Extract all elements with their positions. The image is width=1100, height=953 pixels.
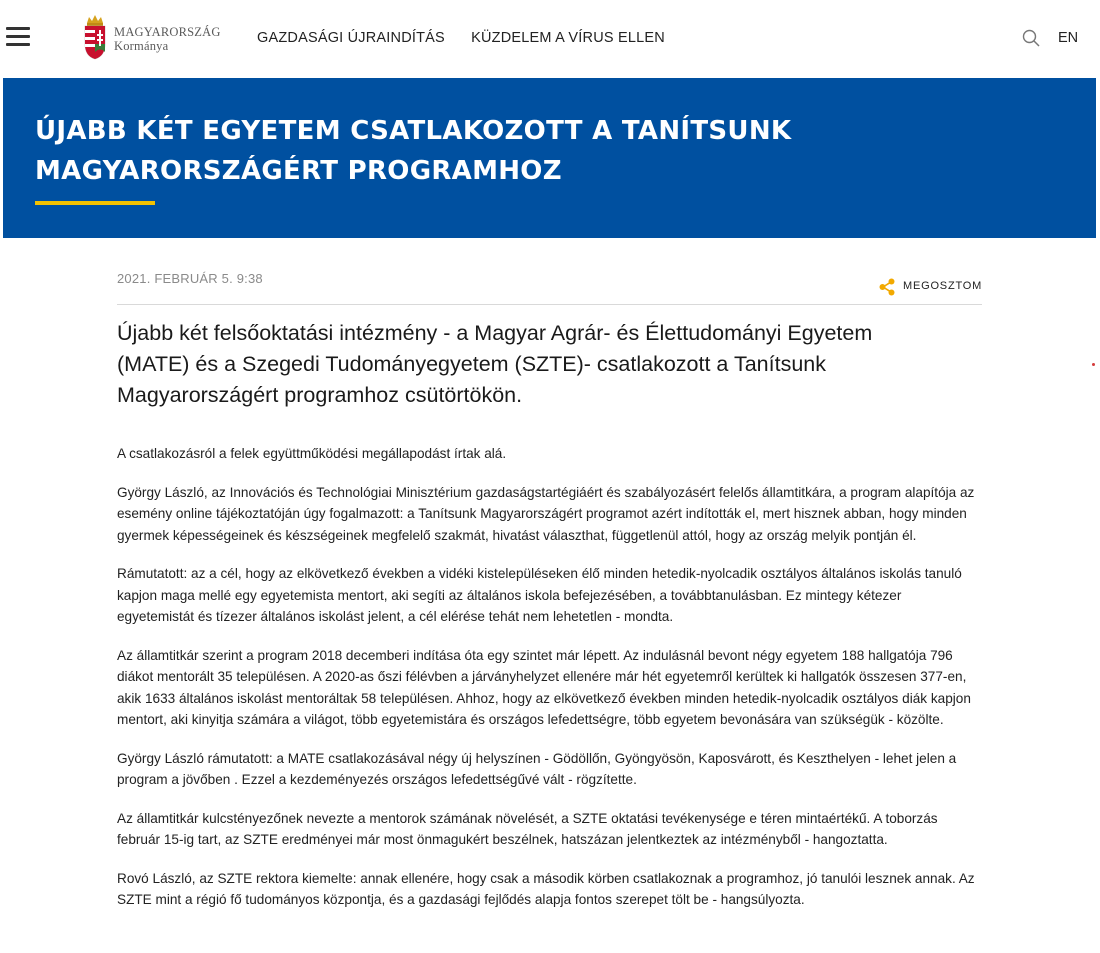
nav-kuzdelem-a-virus-ellen[interactable]: KÜZDELEM A VÍRUS ELLEN — [471, 30, 665, 46]
article-paragraph: Az államtitkár kulcstényezőnek nevezte a mentorok számának növelését, a SZTE oktatási tevékenysége e téren mintaértékű. A toborzás február 15-ig tart, az SZTE eredményei már most önmagukért beszélnek, hatszázan jelentkeztek az intézményből - hangoztatta. — [117, 810, 938, 847]
logo-line2: Kormánya — [114, 39, 169, 53]
article-paragraph: Az államtitkár szerint a program 2018 decemberi indítása óta egy szintet már lépett. Az indulásnál bevont négy egyetem 188 hallgatója 796 diákot mentorált 35 településen. A 2020-as őszi félévben a járványhelyzet ellenére már hét egyetemről kerültek ki hallgatók összesen 377-en, akik 1633 általános iskolást mentoráltak 58 településen. Ahhoz, hogy az elkövetkező években minden hetedik-nyolcadik osztályos diák kapjon mentort, aki kinyitja számára a világot, több egyetemistára és országos lefedettségre, több egyetem bevonására van szükségük - közölte. — [117, 647, 971, 727]
article-hero — [3, 78, 1096, 238]
article-paragraph: György László, az Innovációs és Technológiai Minisztérium gazdaságstartégiáért és szabályozásért felelős államtitkára, a program alapítója az esemény online tájékoztatóján úgy fogalmazott: a Tanítsunk Magyarországért programot azért indították el, mert hisznek abban, hogy minden gyermek képességeinek és készségeinek megfelelő szakmát, hivatást választhat, függetlenül attól, hogy az ország melyik pontján él. — [117, 484, 975, 543]
article-body — [117, 443, 982, 928]
share-icon — [878, 278, 896, 296]
logo-line1: MAGYARORSZÁG — [114, 25, 221, 39]
hamburger-menu-icon[interactable] — [6, 25, 30, 49]
article-paragraph: Rámutatott: az a cél, hogy az elkövetkező években a vidéki kistelepüléseken élő minden hetedik-nyolcadik osztályos általános iskolás tanuló kapjon maga mellé egy egyetemista mentort, aki segíti az általános iskola befejezésében, a továbbtanulásban. Ez mintegy kétezer egyetemistát és tízezer általános iskolást jelent, a cél elérése tehát nem lehetetlen - mondta. — [117, 566, 962, 624]
divider — [117, 304, 982, 305]
main-nav — [257, 30, 687, 46]
article-date: 2021. FEBRUÁR 5. 9:38 — [117, 271, 263, 286]
article-lead: Újabb két felsőoktatási intézmény - a Magyar Agrár- és Élettudományi Egyetem (MATE) és a Szegedi Tudományegyetem (SZTE)- csatlakozott a Tanítsunk Magyarországért programhoz csütörtökön. — [117, 321, 873, 407]
logo-text — [114, 25, 221, 53]
nav-gazdasagi-ujrainditas[interactable]: GAZDASÁGI ÚJRAINDÍTÁS — [257, 30, 445, 46]
article-paragraph: György László rámutatott: a MATE csatlakozásával négy új helyszínen - Gödöllőn, Gyöngyösön, Kaposvárott, és Keszthelyen - lehet jelen a program a jövőben . Ezzel a kezdeményezés országos lefedettségűvé vált - rögzítette. — [117, 750, 957, 787]
article-paragraph: A csatlakozásról a felek együttműködési megállapodást írtak alá. — [117, 446, 507, 461]
marker-dot — [1092, 363, 1095, 366]
coat-of-arms-icon — [82, 14, 108, 60]
language-switch[interactable]: EN — [1058, 30, 1079, 46]
title-accent-bar — [35, 201, 155, 205]
search-icon[interactable] — [1022, 29, 1040, 47]
article-paragraph: Rovó László, az SZTE rektora kiemelte: annak ellenére, hogy csak a második körben csatlakoznak a programhoz, jó tanulói lesznek annak. Az SZTE mint a régió fő tudományos központja, és a gazdasági fejlődés alapja fontos szerepet tölt be - hangsúlyozta. — [117, 870, 975, 907]
site-header — [0, 0, 1100, 78]
share-label: MEGOSZTOM — [903, 280, 983, 292]
article-title: ÚJABB KÉT EGYETEM CSATLAKOZOTT A TANÍTSUNK MAGYARORSZÁGÉRT PROGRAMHOZ — [35, 116, 792, 186]
government-logo[interactable] — [82, 14, 221, 62]
